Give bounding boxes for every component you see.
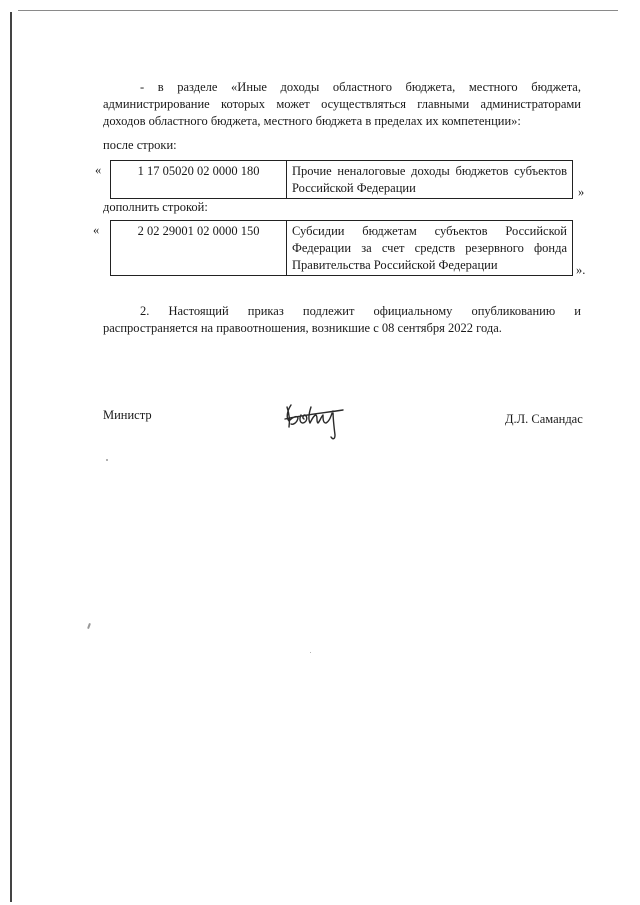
page-top-edge: [18, 10, 618, 11]
existing-description-cell: Прочие неналоговые доходы бюджетов субъектов Российской Федерации: [287, 161, 573, 199]
signer-title: Министр: [103, 408, 152, 422]
intro-text: - в разделе «Иные доходы областного бюджета, местного бюджета, администрирование которых может осуществляться главными администраторами доходов областного бюджета, местного бюджета в пределах их компетенции»:: [103, 80, 581, 128]
paragraph-2-text: 2. Настоящий приказ подлежит официальному опубликованию и распространяется на правоотношения, возникшие с 08 сентября 2022 года.: [103, 304, 581, 335]
scan-speck: [106, 459, 108, 461]
signer-name: Д.Л. Самандас: [505, 412, 583, 426]
scan-speck: [310, 652, 311, 653]
close-quote-existing: »: [578, 185, 585, 199]
handwritten-signature: [283, 393, 363, 441]
table-row: [111, 161, 573, 199]
close-quote-new: ».: [576, 263, 586, 277]
intro-paragraph: [103, 79, 581, 130]
paragraph-2: [103, 303, 581, 337]
existing-code-cell: 1 17 05020 02 0000 180: [111, 161, 287, 199]
new-description-cell: Субсидии бюджетам субъектов Российской Федерации за счет средств резервного фонда Правительства Российской Федерации: [287, 221, 573, 276]
scan-speck: [87, 623, 91, 629]
after-label: после строки:: [103, 138, 177, 152]
new-code-cell: 2 02 29001 02 0000 150: [111, 221, 287, 276]
page-left-edge: [10, 12, 12, 902]
existing-row-table: [110, 160, 573, 199]
table-row: [111, 221, 573, 276]
open-quote-new: «: [93, 223, 100, 237]
open-quote-existing: «: [95, 163, 102, 177]
add-label: дополнить строкой:: [103, 200, 208, 214]
new-row-table: [110, 220, 573, 276]
